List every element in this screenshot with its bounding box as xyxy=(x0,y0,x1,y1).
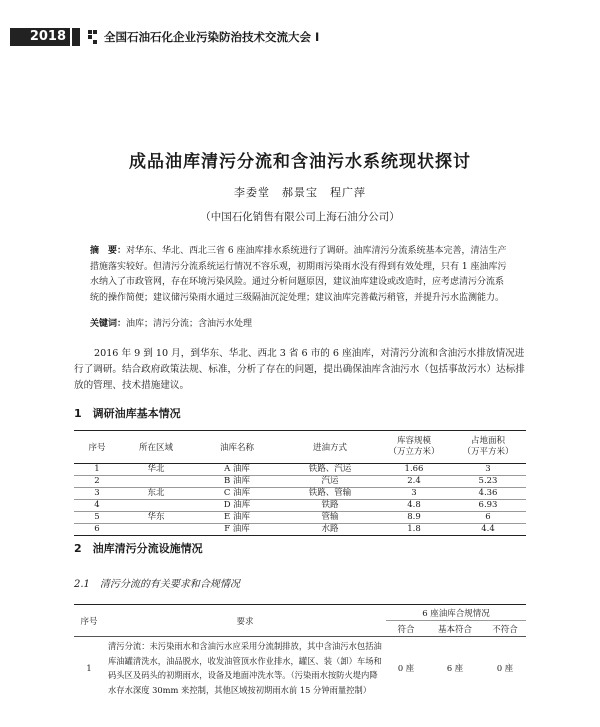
table2-header-req: 要求 xyxy=(104,605,386,637)
table1-cell-area: 6 xyxy=(450,512,526,524)
table1-cell-name: B 油库 xyxy=(192,476,282,488)
table1-cell-area: 6.93 xyxy=(450,500,526,512)
table1-cell-cap: 8.9 xyxy=(378,512,450,524)
table2-cell-c3: 0 座 xyxy=(496,662,514,673)
square-dots-icon xyxy=(88,30,98,44)
table1-cell-area: 3 xyxy=(450,464,526,476)
table-row xyxy=(74,637,526,700)
table1-cell-region: 华东 xyxy=(120,512,192,524)
abstract xyxy=(90,244,510,306)
paper-authors: 李委堂 郝景宝 程广萍 xyxy=(234,186,366,199)
table1-cell-area: 5.23 xyxy=(450,476,526,488)
table2-cell-req: 清污分流：未污染雨水和含油污水应采用分流制排放，其中含油污水包括油库油罐清洗水，油品脱水，收发油管顶水作业排水，罐区、装（卸）车场和码头区及码头的初期雨水，设备及地面冲洗水等。（污染雨水按防火堤内降水存水深度 30mm 来控制，其他区域按初期雨水前 15 分钟雨量控制） xyxy=(108,641,382,695)
table2-cell-c1: 0 座 xyxy=(397,662,415,673)
table1-cell-no: 3 xyxy=(74,488,120,500)
table-compliance xyxy=(74,604,526,699)
table-row xyxy=(74,488,526,500)
table1-cell-region: 东北 xyxy=(120,488,192,500)
table2-cell-no: 1 xyxy=(86,662,92,673)
table1-cell-name: F 油库 xyxy=(192,524,282,536)
table1-cell-name: D 油库 xyxy=(192,500,282,512)
table2-cell-c2: 6 座 xyxy=(446,662,464,673)
table1-header: 占地面积 （万平方米） xyxy=(450,431,526,464)
table1-header: 油库名称 xyxy=(192,431,282,464)
table1-cell-region xyxy=(120,524,192,536)
abstract-label: 摘 要： xyxy=(90,246,127,256)
table2-subheader: 符合 xyxy=(386,621,426,637)
table1-cell-name: A 油库 xyxy=(192,464,282,476)
table1-cell-no: 2 xyxy=(74,476,120,488)
table1-cell-cap: 4.8 xyxy=(378,500,450,512)
table2-subheader: 不符合 xyxy=(484,621,526,637)
table1-header: 进油方式 xyxy=(282,431,378,464)
section-heading-1: 1 调研油库基本情况 xyxy=(74,407,181,420)
table1-cell-region xyxy=(120,500,192,512)
header-bar xyxy=(72,28,80,46)
table1-cell-no: 5 xyxy=(74,512,120,524)
table1-cell-mode: 铁路 xyxy=(282,500,378,512)
table1-header: 库容规模 （万立方米） xyxy=(378,431,450,464)
table1-header-row xyxy=(74,431,526,464)
table1-cell-mode: 管输 xyxy=(282,512,378,524)
intro-paragraph: 2016 年 9 到 10 月，到华东、华北、西北 3 省 6 市的 6 座油库，对清污分流和含油污水排放情况进行了调研。结合政府政策法规、标准，分析了存在的问题，提出确保油库含油污水（包括事故污水）达标排放的管理、技术措施建议。 xyxy=(74,348,525,391)
header-conference: 全国石油石化企业污染防治技术交流大会 I xyxy=(104,30,320,44)
table1-cell-cap: 3 xyxy=(378,488,450,500)
table-row xyxy=(74,524,526,536)
table1-cell-cap: 1.8 xyxy=(378,524,450,536)
table1-cell-no: 1 xyxy=(74,464,120,476)
table1-cell-cap: 1.66 xyxy=(378,464,450,476)
table1-cell-cap: 2.4 xyxy=(378,476,450,488)
table1-cell-mode: 铁路、汽运 xyxy=(282,464,378,476)
table2-header-group: 6 座油库合规情况 xyxy=(386,605,526,621)
abstract-text: 对华东、华北、西北三省 6 座油库排水系统进行了调研。油库清污分流系统基本完善，清洁生产措施落实较好。但清污分流系统运行情况不容乐观，初期雨污染雨水没有得到有效处理，只有 1 座油库污水纳入了市政管网，存在环境污染风险。通过分析问题原因，建议油库建设或改造时，应考虑清污分流系统的操作简便；建议储污染雨水通过三级隔油沉淀处理；建议油库完善截污稍管，并提升污水监测能力。 xyxy=(90,246,507,303)
paper-affiliation: （中国石化销售有限公司上海石油分公司） xyxy=(200,211,400,223)
table1-cell-mode: 铁路、管输 xyxy=(282,488,378,500)
keywords xyxy=(90,316,510,329)
table1-cell-no: 4 xyxy=(74,500,120,512)
table1-cell-mode: 水路 xyxy=(282,524,378,536)
table1-header: 序号 xyxy=(74,431,120,464)
table1-cell-region xyxy=(120,476,192,488)
table1-cell-name: C 油库 xyxy=(192,488,282,500)
table1-cell-no: 6 xyxy=(74,524,120,536)
table-row xyxy=(74,512,526,524)
paper-title: 成品油库清污分流和含油污水系统现状探讨 xyxy=(129,152,471,172)
table1-cell-mode: 汽运 xyxy=(282,476,378,488)
table-row xyxy=(74,500,526,512)
table1-cell-area: 4.36 xyxy=(450,488,526,500)
keywords-label: 关键词： xyxy=(90,319,127,329)
table-survey-depots xyxy=(74,430,526,536)
table1-cell-name: E 油库 xyxy=(192,512,282,524)
table2-subheader: 基本符合 xyxy=(426,621,484,637)
header-year: 2018 xyxy=(10,28,70,46)
keywords-text: 油库；清污分流；含油污水处理 xyxy=(126,319,253,329)
table1-cell-area: 4.4 xyxy=(450,524,526,536)
table2-header-no: 序号 xyxy=(74,605,104,637)
table1-cell-region: 华北 xyxy=(120,464,192,476)
table-row xyxy=(74,464,526,476)
table1-header: 所在区域 xyxy=(120,431,192,464)
section-heading-2: 2 油库清污分流设施情况 xyxy=(74,542,203,555)
table-row xyxy=(74,476,526,488)
subsection-heading-2-1: 2.1 清污分流的有关要求和合规情况 xyxy=(74,579,240,590)
